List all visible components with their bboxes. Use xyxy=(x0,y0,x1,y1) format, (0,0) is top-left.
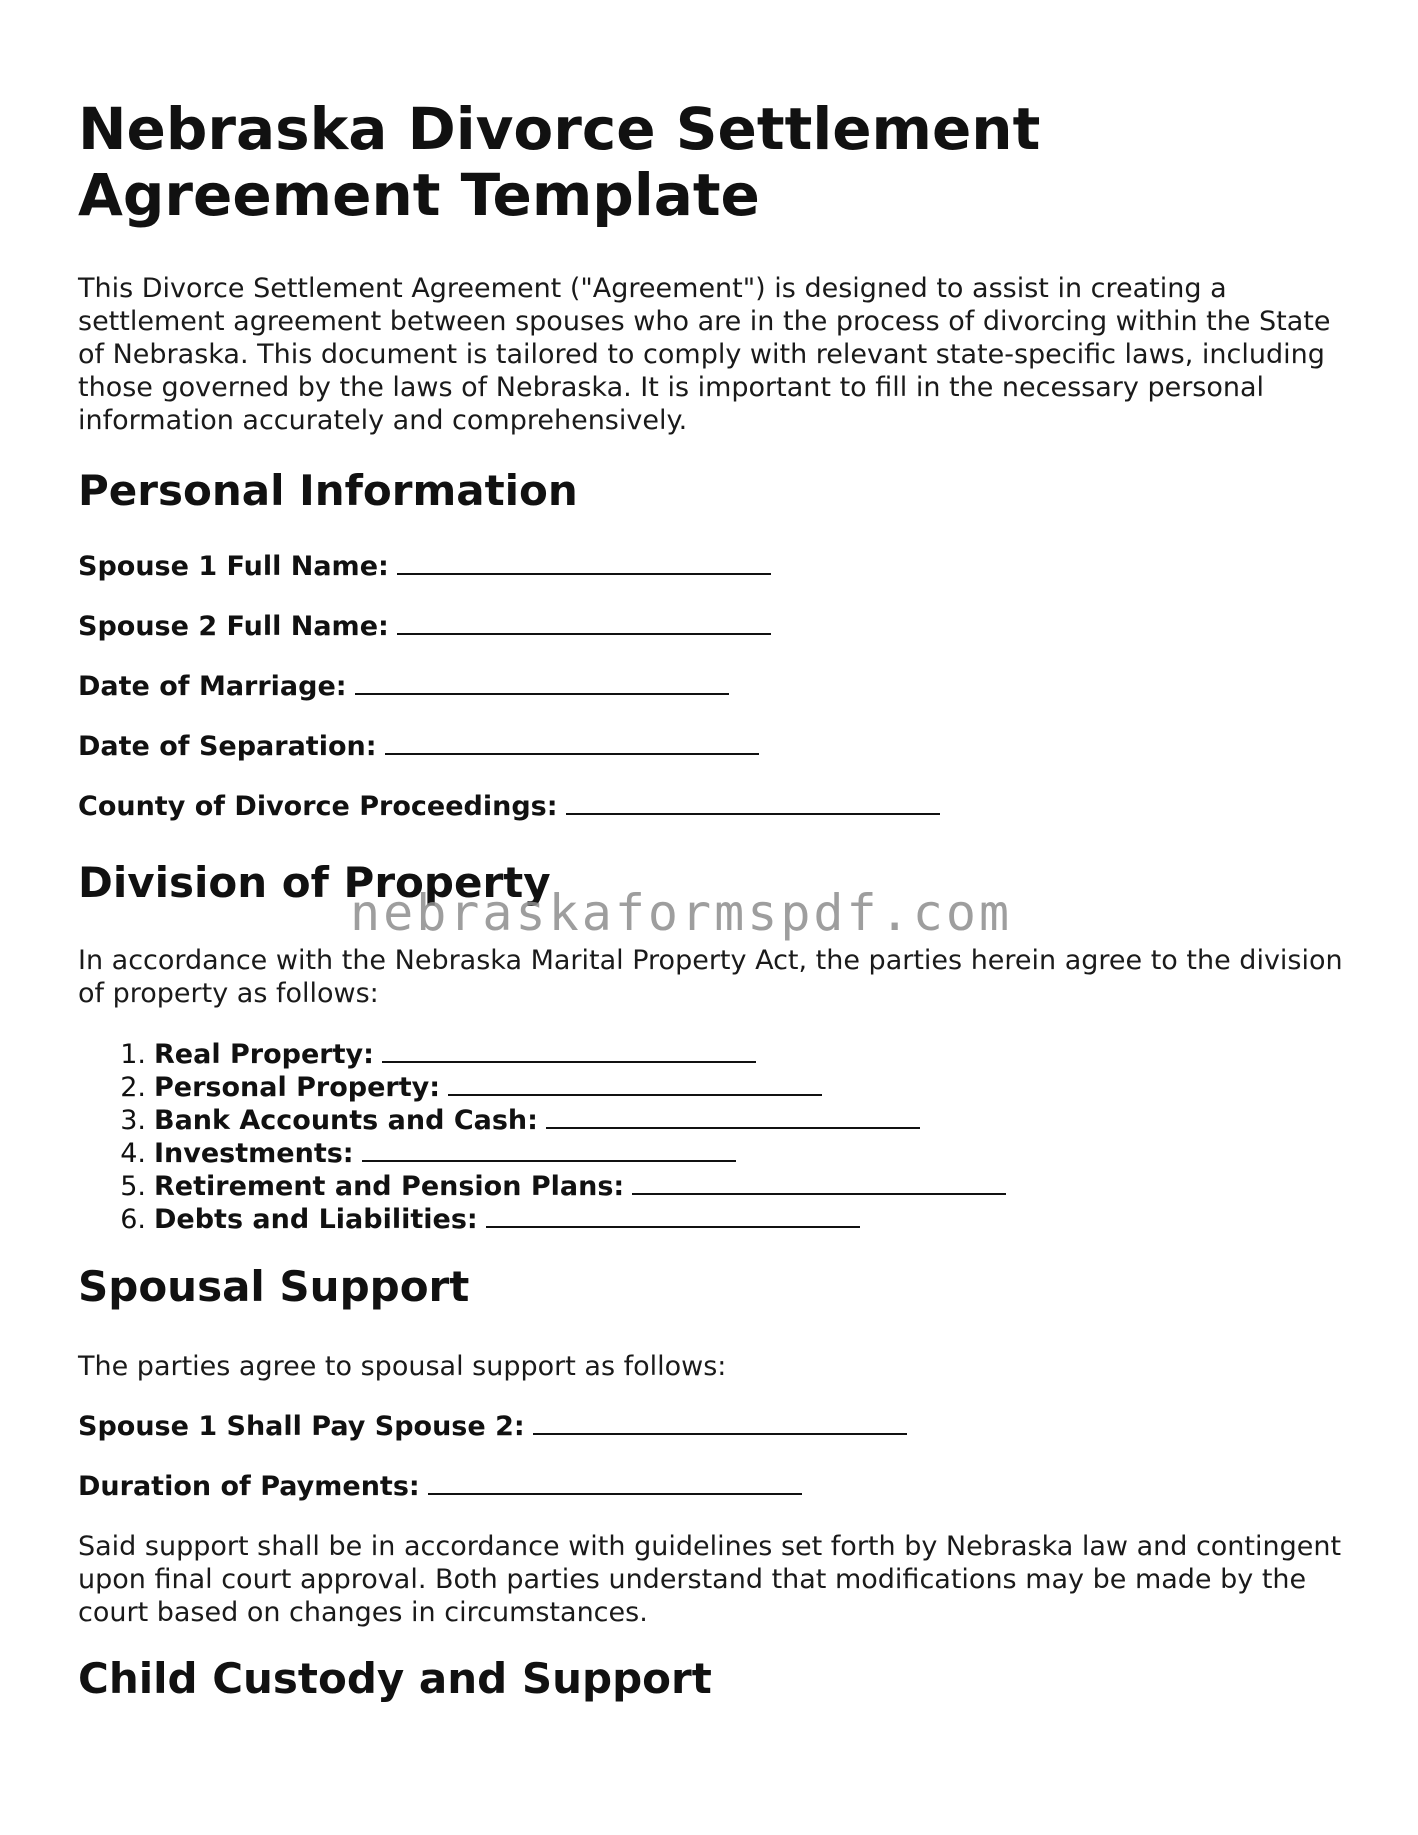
spousal-support-paragraph: The parties agree to spousal support as follows: xyxy=(78,1351,727,1382)
list-number: 6. xyxy=(120,1204,146,1235)
document-title: Nebraska Divorce Settlement Agreement Template xyxy=(78,95,1041,229)
list-item[interactable] xyxy=(78,1203,1278,1236)
list-number: 3. xyxy=(120,1105,146,1136)
personal-information-heading: Personal Information xyxy=(78,466,578,515)
county-field[interactable] xyxy=(78,790,1328,823)
fill-in-blank[interactable] xyxy=(533,1432,907,1435)
field-label: Spouse 2 Full Name: xyxy=(78,611,389,642)
fill-in-blank[interactable] xyxy=(566,812,940,815)
support-closing-paragraph: Said support shall be in accordance with guidelines set forth by Nebraska law and contingent upon final court approval. Both parties understand that modifications may be made by the court based on changes in circumstances. xyxy=(78,1531,1342,1628)
list-number: 4. xyxy=(120,1138,146,1169)
list-number: 1. xyxy=(120,1039,146,1070)
date-of-marriage-field[interactable] xyxy=(78,670,1328,703)
list-item[interactable] xyxy=(78,1170,1278,1203)
list-item[interactable] xyxy=(78,1038,1278,1071)
fill-in-blank[interactable] xyxy=(448,1093,822,1096)
fill-in-blank[interactable] xyxy=(397,632,771,635)
field-label: Spouse 1 Shall Pay Spouse 2: xyxy=(78,1411,525,1442)
field-label: Date of Separation: xyxy=(78,731,377,762)
fill-in-blank[interactable] xyxy=(362,1159,736,1162)
date-of-separation-field[interactable] xyxy=(78,730,1328,763)
field-label: Spouse 1 Full Name: xyxy=(78,551,389,582)
fill-in-blank[interactable] xyxy=(397,572,771,575)
list-label: Retirement and Pension Plans: xyxy=(154,1171,625,1202)
fill-in-blank[interactable] xyxy=(355,692,729,695)
fill-in-blank[interactable] xyxy=(546,1126,920,1129)
list-number: 5. xyxy=(120,1171,146,1202)
spouse-2-name-field[interactable] xyxy=(78,610,1328,643)
child-custody-heading: Child Custody and Support xyxy=(78,1654,712,1703)
fill-in-blank[interactable] xyxy=(382,1060,756,1063)
payment-duration-field[interactable] xyxy=(78,1470,1328,1503)
list-number: 2. xyxy=(120,1072,146,1103)
spouse-1-name-field[interactable] xyxy=(78,550,1328,583)
field-label: Date of Marriage: xyxy=(78,671,347,702)
list-item[interactable] xyxy=(78,1104,1278,1137)
list-item[interactable] xyxy=(78,1071,1278,1104)
field-label: Duration of Payments: xyxy=(78,1471,420,1502)
fill-in-blank[interactable] xyxy=(486,1225,860,1228)
list-label: Investments: xyxy=(154,1138,354,1169)
property-list xyxy=(78,1038,1278,1236)
fill-in-blank[interactable] xyxy=(428,1492,802,1495)
watermark-text: nebraskaformspdf.com xyxy=(350,884,1013,942)
list-label: Debts and Liabilities: xyxy=(154,1204,478,1235)
fill-in-blank[interactable] xyxy=(385,752,759,755)
fill-in-blank[interactable] xyxy=(632,1192,1006,1195)
field-label: County of Divorce Proceedings: xyxy=(78,791,558,822)
list-label: Real Property: xyxy=(154,1039,374,1070)
list-label: Personal Property: xyxy=(154,1072,441,1103)
list-label: Bank Accounts and Cash: xyxy=(154,1105,538,1136)
division-of-property-heading: Division of Property xyxy=(78,858,551,907)
property-paragraph: In accordance with the Nebraska Marital Property Act, the parties herein agree to the division of property as follows: xyxy=(78,945,1343,1009)
spouse-payment-field[interactable] xyxy=(78,1410,1328,1443)
intro-paragraph: This Divorce Settlement Agreement ("Agreement") is designed to assist in creating a settlement agreement between spouses who are in the process of divorcing within the State of Nebraska. This document is tailored to comply with relevant state-specific laws, including those governed by the laws of Nebraska. It is important to fill in the necessary personal information accurately and comprehensively. xyxy=(78,273,1331,436)
list-item[interactable] xyxy=(78,1137,1278,1170)
spousal-support-heading: Spousal Support xyxy=(78,1262,470,1311)
